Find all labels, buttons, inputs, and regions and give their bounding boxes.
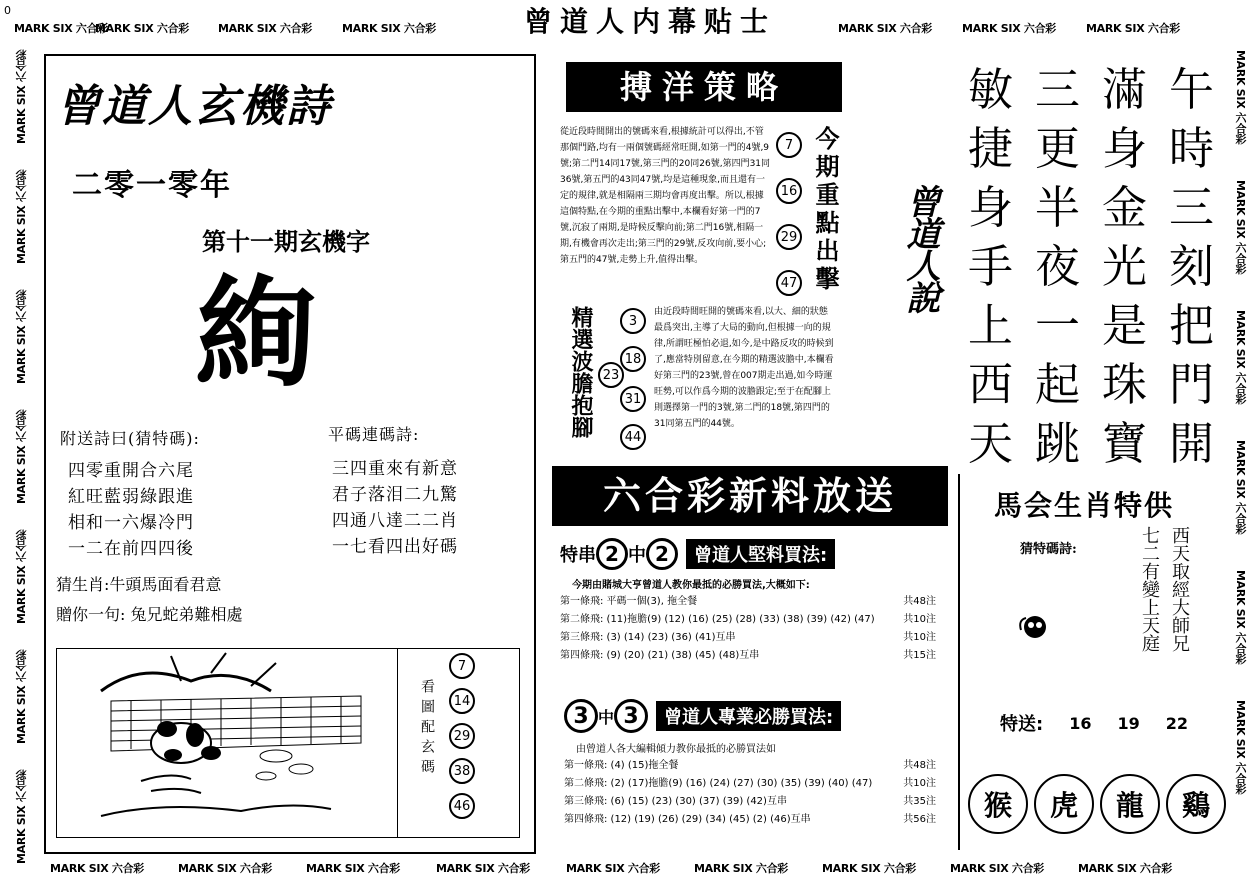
bet-row: 第四條飛: (12) (19) (26) (29) (34) (45) (2) (46)互串 共56注 [564, 814, 936, 825]
number-ball: 31 [620, 386, 646, 412]
number-ball: 3 [564, 699, 598, 733]
watermark: MARK SIX 六合彩 [962, 22, 1057, 35]
left-watermark-strip [14, 50, 34, 865]
panda-fence-illustration [61, 651, 401, 837]
poem-line: 四通八達二二肖 [332, 511, 458, 531]
special1-title: 曾道人堅料買法: [686, 539, 835, 569]
number-ball: 3 [614, 699, 648, 733]
watermark: MARK SIX 六合彩 [566, 862, 661, 875]
bet-row: 第四條飛: (9) (20) (21) (38) (45) (48)互串 共15注 [560, 650, 936, 661]
number-ball: 38 [449, 758, 475, 784]
bet-row: 第一條飛: 平碼一個(3), 拖全餐 共48注 [560, 596, 936, 607]
watermark: MARK SIX 六合彩 [306, 862, 401, 875]
number-ball: 2 [646, 538, 678, 570]
watermark: MARK SIX 六合彩 [1234, 570, 1247, 665]
number-ball: 46 [449, 793, 475, 819]
watermark: MARK SIX 六合彩 [822, 862, 917, 875]
special1 [560, 536, 936, 665]
watermark: MARK SIX 六合彩 [95, 22, 190, 35]
number-ball: 3 [620, 308, 646, 334]
poem-line: 紅旺藍弱綠跟進 [68, 487, 194, 507]
guess-zodiac: 猜生肖:牛頭馬面看君意 [56, 575, 222, 594]
guess-poem [1136, 526, 1192, 652]
poem1 [68, 458, 194, 562]
watermark: MARK SIX 六合彩 [14, 22, 109, 35]
monkey-icon [1018, 612, 1052, 642]
watermark: MARK SIX 六合彩 [436, 862, 531, 875]
key-label: 今期重點出擊 [811, 126, 840, 294]
special1-intro: 今期由賭城大亨曾道人教你最抵的必勝買法,大概如下: [572, 580, 810, 591]
special-row [1000, 710, 1188, 736]
poem-column: 七二有變上天庭 [1139, 526, 1160, 652]
number-ball: 7 [776, 132, 802, 158]
bottom-watermark-strip [0, 860, 1252, 880]
zodiac-title: 馬会生肖特供 [994, 489, 1175, 522]
watermark: MARK SIX 六合彩 [1234, 180, 1247, 275]
poem-column: 敏 捷 身 手 上 西 天 [968, 63, 1014, 470]
number-ball: 29 [776, 224, 802, 250]
number-ball: 18 [620, 346, 646, 372]
watermark: MARK SIX 六合彩 [1234, 440, 1247, 535]
strategy-text: 從近段時間開出的號碼來看,根據統計可以得出,不管那個門路,均有一兩個號碼經常旺開,如第一門的4號,9號;第二門14同17號,第三門的20同26號,第四門31同36號,第五門的43同47號,均是這種現象,而且還有一定的規律,就是相隔兩三期均會再度出擊。所以,根據這個特點,在今期的重點出擊中,本欄看好第一門的7號,沉寂了兩期,是時候反擊向前;第二門16號,相隔一期,有機會再次走出;第三門的29號,反攻向前,要小心;第五門的47號,走勢上升,值得出擊。 [560, 127, 771, 265]
picture-numbers [449, 653, 475, 819]
bet-row: 第二條飛: (2) (17)拖膽(9) (16) (24) (27) (30) (35) (39) (40) (47) 共10注 [564, 778, 936, 789]
watermark: MARK SIX 六合彩 [694, 862, 789, 875]
poem-line: 君子落泪二九驚 [332, 485, 458, 505]
poem-line: 一七看四出好碼 [332, 537, 458, 557]
stamp: 曾道人說 [900, 184, 940, 312]
watermark: MARK SIX 六合彩 [15, 770, 28, 865]
special2-intro: 由曾道人各大編輯傾力教你最抵的必勝買法如 [576, 744, 776, 755]
watermark: MARK SIX 六合彩 [50, 862, 145, 875]
watermark: MARK SIX 六合彩 [15, 530, 28, 625]
poem2-title: 平碼連碼詩: [328, 425, 420, 444]
poem-column: 午 時 三 刻 把 門 開 [1169, 63, 1215, 470]
watermark: MARK SIX 六合彩 [1086, 22, 1181, 35]
special2 [564, 696, 936, 829]
watermark: MARK SIX 六合彩 [950, 862, 1045, 875]
bet-row: 第三條飛: (6) (15) (23) (30) (37) (39) (42)互串 共35注 [564, 796, 936, 807]
zodiac-panel [958, 474, 1222, 850]
header-title: 曾道人内幕贴士 [470, 0, 830, 36]
number-ball: 7 [449, 653, 475, 679]
special-number: 16 [1069, 713, 1092, 733]
select-text: 由近段時間旺開的號碼來看,以大、細的狀態最爲突出,主導了大局的動向,但根據一向的規律,所謂旺極怕必退,如今,是中路反攻的時候到了,應當特別留意,在今期的精選波膽中,本欄看好第三門的23號,曾在007期走出過,如今時運旺勢,可以作爲今期的波膽跟定;至于在配腳上則選擇第一門的3號,第二門的18號,第四門的31同第五門的44號。 [654, 307, 834, 429]
poem-column: 三 更 半 夜 一 起 跳 [1035, 63, 1081, 470]
picture-divider [397, 649, 398, 837]
year-label: 二零一零年 [72, 168, 232, 203]
zodiac-circle: 龍 [1100, 774, 1160, 834]
number-ball: 44 [620, 424, 646, 450]
watermark: MARK SIX 六合彩 [15, 410, 28, 505]
watermark: MARK SIX 六合彩 [1234, 310, 1247, 405]
watermark: MARK SIX 六合彩 [838, 22, 933, 35]
bet-row: 第一條飛: (4) (15)拖全餐 共48注 [564, 760, 936, 771]
watermark: MARK SIX 六合彩 [218, 22, 313, 35]
number-ball: 2 [596, 538, 628, 570]
poem1-title: 附送詩曰(猜特碼): [60, 429, 200, 448]
zodiac-circle: 虎 [1034, 774, 1094, 834]
bet-row: 第二條飛: (11)拖膽(9) (12) (16) (25) (28) (33) (38) (39) (42) (47) 共10注 [560, 614, 936, 625]
big-char: 絢 [196, 263, 316, 404]
key-numbers [776, 132, 802, 296]
number-ball: 47 [776, 270, 802, 296]
select-label: 精選波膽抱腳 [568, 306, 594, 438]
special2-title: 曾道人專業必勝買法: [656, 701, 841, 731]
picture-label: 看圖配玄碼 [419, 679, 435, 779]
watermark: MARK SIX 六合彩 [1234, 700, 1247, 795]
special-label: 特送: [1000, 714, 1044, 735]
zodiac-circle: 猴 [968, 774, 1028, 834]
watermark: MARK SIX 六合彩 [15, 650, 28, 745]
poem-line: 相和一六爆冷門 [68, 513, 194, 533]
zodiac-circle: 鷄 [1166, 774, 1226, 834]
number-ball: 16 [776, 178, 802, 204]
right-poem [968, 60, 1214, 473]
picture-box [56, 648, 520, 838]
left-panel [44, 54, 536, 854]
poem2 [332, 456, 458, 560]
right-watermark-strip [1232, 50, 1252, 850]
new-title: 六合彩新料放送 [552, 466, 948, 526]
watermark: MARK SIX 六合彩 [15, 170, 28, 265]
watermark: MARK SIX 六合彩 [15, 50, 28, 145]
bet-row: 第三條飛: (3) (14) (23) (36) (41)互串 共10注 [560, 632, 936, 643]
special-number: 22 [1165, 713, 1188, 733]
number-ball: 14 [449, 688, 475, 714]
watermark: MARK SIX 六合彩 [1234, 50, 1247, 145]
strategy-title: 搏洋策略 [566, 62, 842, 112]
corner-mark: 0 [4, 4, 11, 17]
watermark: MARK SIX 六合彩 [1078, 862, 1173, 875]
special1-mid: 中 [628, 545, 646, 566]
poem-line: 三四重來有新意 [332, 459, 458, 479]
zodiac-row [968, 774, 1232, 834]
special1-prefix: 特串 [560, 545, 596, 566]
left-title: 曾道人玄機詩 [56, 81, 332, 132]
poem-column: 西天取經大師兄 [1169, 526, 1190, 652]
poem-column: 滿 身 金 光 是 珠 寶 [1102, 63, 1148, 470]
number-ball: 23 [598, 362, 624, 388]
poem-line: 一二在前四四後 [68, 539, 194, 559]
guess-poem-label: 猜特碼詩: [1020, 542, 1077, 557]
watermark: MARK SIX 六合彩 [178, 862, 273, 875]
watermark: MARK SIX 六合彩 [342, 22, 437, 35]
poem-line: 四零重開合六尾 [68, 461, 194, 481]
special2-mid: 中 [598, 707, 615, 727]
issue-label: 第十一期玄機字 [202, 227, 370, 256]
gift-line: 贈你一句: 兔兄蛇弟難相處 [56, 605, 243, 624]
number-ball: 29 [449, 723, 475, 749]
select-numbers [598, 308, 648, 458]
special-number: 19 [1117, 713, 1140, 733]
watermark: MARK SIX 六合彩 [15, 290, 28, 385]
